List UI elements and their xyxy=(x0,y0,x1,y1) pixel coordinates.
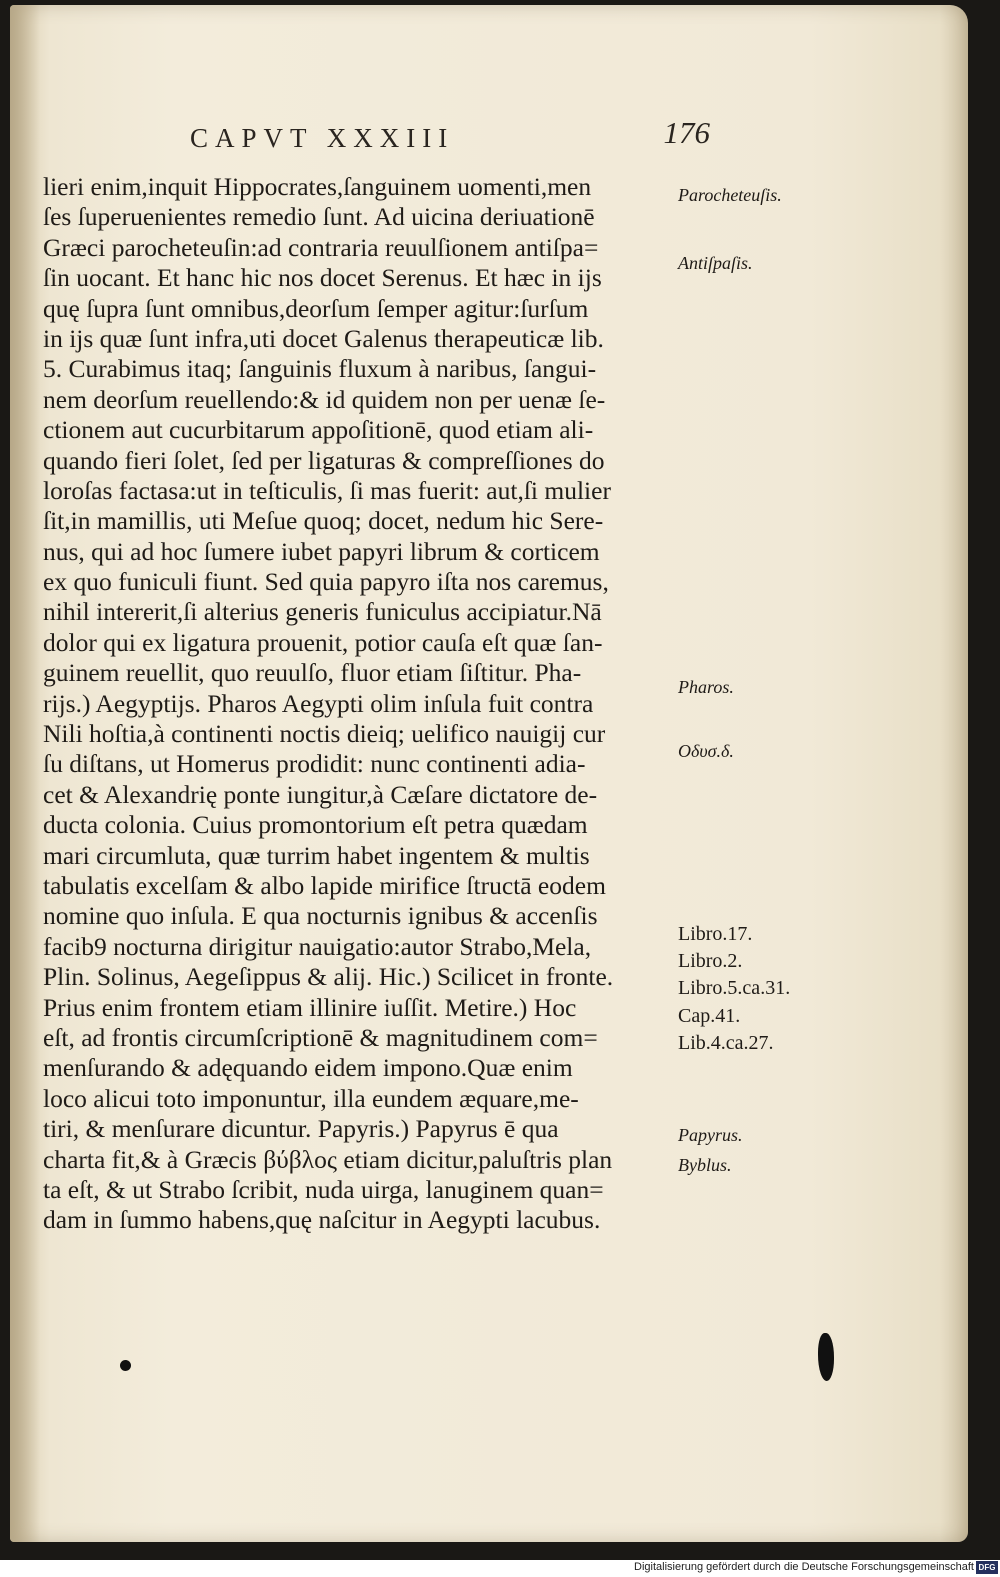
text-line: mari circumluta, quæ turrim habet ingentem & multis xyxy=(43,840,590,870)
margin-note: Byblus. xyxy=(678,1155,732,1175)
text-line: ducta colonia. Cuius promontorium eſt petra quædam xyxy=(43,810,588,840)
running-header xyxy=(120,115,710,163)
text-line: nus, qui ad hoc ſumere iubet papyri librum & corticem xyxy=(43,536,600,566)
text-line: cet & Alexandrię ponte iungitur,à Cæſare dictatore de- xyxy=(43,779,598,809)
text-line: ſit,in mamillis, uti Meſue quoq; docet, nedum hic Sere- xyxy=(43,506,604,536)
text-line: quando fieri ſolet, ſed per ligaturas & compreſſiones do xyxy=(43,445,605,475)
text-line: ſes ſuperuenientes remedio ſunt. Ad uicina deriuationē xyxy=(43,202,595,232)
margin-note: Antiſpaſis. xyxy=(678,253,753,273)
text-line: nihil intererit,ſi alterius generis funiculus accipiatur.Nā xyxy=(43,597,602,627)
book-page xyxy=(10,5,968,1542)
margin-note: Pharos. xyxy=(678,677,734,697)
text-line: loco alicui toto imponuntur, illa eundem æquare,me- xyxy=(43,1083,579,1113)
text-line: dam in ſummo habens,quę naſcitur in Aegypti lacubus. xyxy=(43,1205,601,1235)
text-line: tiri, & menſurare dicuntur. Papyris.) Papyrus ē qua xyxy=(43,1114,559,1144)
text-line: Nili hoſtia,à continenti noctis dieiq; uelifico nauigij cur xyxy=(43,719,606,749)
ink-spot xyxy=(120,1360,131,1371)
dfg-logo: DFG xyxy=(976,1561,998,1574)
text-line: in ijs quæ ſunt infra,uti docet Galenus therapeuticæ lib. xyxy=(43,323,604,353)
text-line: ctionem aut cucurbitarum appoſitionē, quod etiam ali- xyxy=(43,415,594,445)
margin-note: Οδυσ.δ. xyxy=(678,741,734,761)
text-line: Prius enim frontem etiam illinire iuſſit. Metire.) Hoc xyxy=(43,992,577,1022)
text-line: 5. Curabimus itaq; ſanguinis fluxum à naribus, ſangui- xyxy=(43,354,597,384)
footer-bar xyxy=(0,1560,1000,1577)
text-line: facib9 nocturna dirigitur nauigatio:autor Strabo,Mela, xyxy=(43,931,592,961)
funding-credit: Digitalisierung gefördert durch die Deutsche Forschungsgemeinschaft xyxy=(634,1561,974,1573)
text-line: lieri enim,inquit Hippocrates,ſanguinem uomenti,men xyxy=(43,172,592,201)
margin-note: Lib.4.ca.27. xyxy=(678,1032,774,1054)
text-line: guinem reuellit, quo reuulſo, fluor etiam ſiſtitur. Pha- xyxy=(43,658,582,688)
chapter-title: CAPVT XXXIII xyxy=(190,123,455,153)
text-line: rijs.) Aegyptijs. Pharos Aegypti olim inſula fuit contra xyxy=(43,688,594,718)
text-line: nomine quo inſula. E qua nocturnis ignibus & accenſis xyxy=(43,901,598,931)
margin-note: Libro.17. xyxy=(678,923,753,945)
text-line: ſu diſtans, ut Homerus prodidit: nunc continenti adia- xyxy=(43,749,586,779)
text-line: dolor qui ex ligatura prouenit, potior cauſa eſt quæ ſan- xyxy=(43,627,603,657)
text-line: quę ſupra ſunt omnibus,deorſum ſemper agitur:ſurſum xyxy=(43,293,589,323)
margin-note: Papyrus. xyxy=(678,1125,743,1145)
text-line: ta eſt, & ut Strabo ſcribit, nuda uirga, lanuginem quan= xyxy=(43,1174,604,1204)
margin-note: Libro.2. xyxy=(678,950,743,972)
ink-blot xyxy=(818,1333,834,1381)
text-line: Plin. Solinus, Aegeſippus & alij. Hic.) Scilicet in fronte. xyxy=(43,962,614,992)
page-number: 176 xyxy=(663,115,710,150)
text-line: charta fit,& à Græcis βύβλος etiam dicitur,paluſtris plan xyxy=(43,1144,613,1174)
text-line: Græci parocheteuſin:ad contraria reuulſionem antiſpa= xyxy=(43,232,599,262)
margin-note: Libro.5.ca.31. xyxy=(678,977,791,999)
margin-note: Cap.41. xyxy=(678,1005,741,1027)
margin-note: Parocheteuſis. xyxy=(678,185,782,205)
text-line: ſin uocant. Et hanc hic nos docet Serenus. Et hæc in ijs xyxy=(43,263,602,293)
text-line: loroſas factasa:ut in teſticulis, ſi mas fuerit: aut,ſi mulier xyxy=(43,475,611,505)
text-line: menſurando & adęquando eidem impono.Quæ enim xyxy=(43,1053,573,1083)
main-text-block xyxy=(43,172,718,1236)
text-line: nem deorſum reuellendo:& id quidem non per uenæ ſe- xyxy=(43,384,606,414)
text-line: ex quo funiculi fiunt. Sed quia papyro iſta nos caremus, xyxy=(43,567,609,597)
text-line: eſt, ad frontis circumſcriptionē & magnitudinem com= xyxy=(43,1022,598,1052)
page-gutter xyxy=(10,5,40,1542)
text-line: tabulatis excelſam & albo lapide mirifice ſtructā eodem xyxy=(43,870,606,900)
